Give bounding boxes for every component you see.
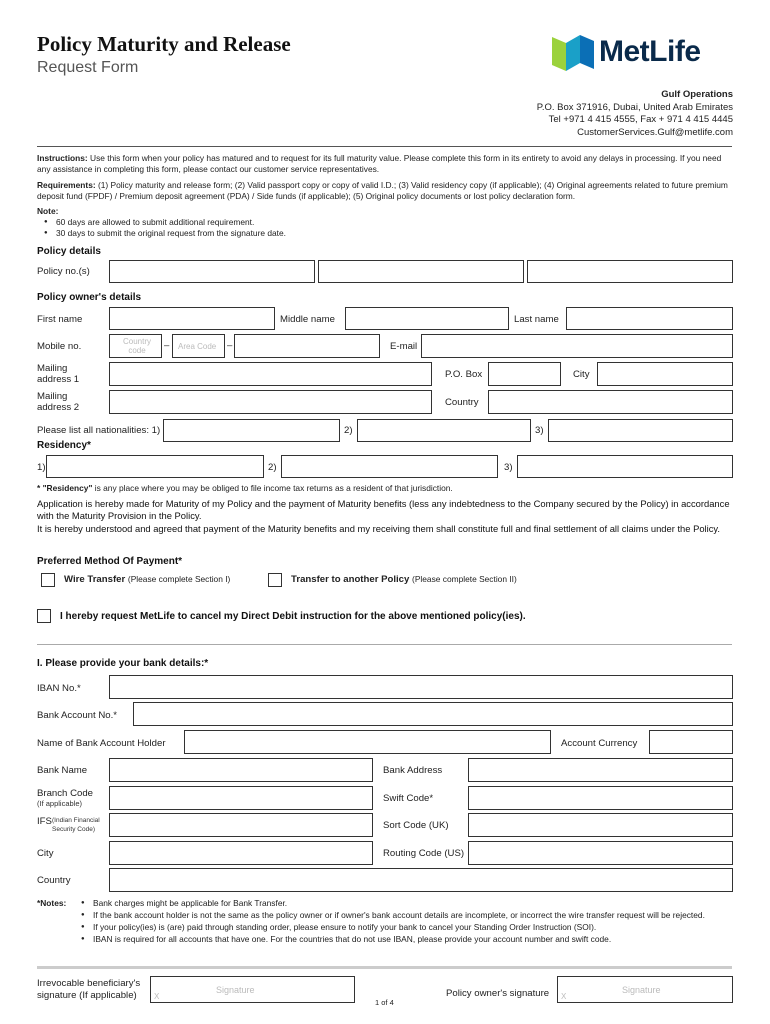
bank-name-label: Bank Name bbox=[37, 765, 88, 776]
residency-definition bbox=[37, 483, 734, 494]
page-subtitle: Request Form bbox=[37, 59, 139, 76]
residency-1-label: 1) bbox=[37, 462, 46, 473]
metlife-logo bbox=[552, 33, 737, 73]
bank-address-label: Bank Address bbox=[383, 765, 443, 776]
page-number: 1 of 4 bbox=[375, 998, 394, 1007]
branch-code-label: Branch Code bbox=[37, 788, 93, 799]
cancel-direct-debit-label: I hereby request MetLife to cancel my Direct Debit instruction for the above mentioned policy(ies). bbox=[60, 611, 526, 622]
contact-block bbox=[537, 89, 733, 139]
swift-code-input[interactable] bbox=[468, 786, 733, 810]
instructions-text: Use this form when your policy has matured and to request for its full maturity value. Please complete this form in its entirety to avoid any delays in processing. If you need any assistance in completing this form, please contact our customer service representatives. bbox=[37, 153, 722, 174]
signature-x-mark: X bbox=[561, 992, 567, 1001]
mailing-address-1-label: Mailing address 1 bbox=[37, 363, 80, 385]
first-name-input[interactable] bbox=[109, 307, 275, 330]
requirements bbox=[37, 180, 734, 201]
account-holder-input[interactable] bbox=[184, 730, 551, 754]
office-name: Gulf Operations bbox=[661, 89, 733, 100]
bank-note-item: ● Bank charges might be applicable for Bank Transfer. bbox=[81, 897, 731, 909]
metlife-logo-icon bbox=[552, 33, 594, 71]
policy-no-label: Policy no.(s) bbox=[37, 266, 90, 277]
policy-details-heading: Policy details bbox=[37, 246, 101, 257]
application-paragraph-2: It is hereby understood and agreed that payment of the Maturity benefits and my receiving them shall constitute full and final settlement of all claims under the Policy. bbox=[37, 523, 721, 534]
bank-note-item: ● If your policy(ies) is (are) paid through standing order, please ensure to notify your bank to cancel your Standing Order Instruction (SOI). bbox=[81, 921, 731, 933]
wire-transfer-note: (Please complete Section I) bbox=[127, 574, 231, 584]
logo-wordmark: MetLife bbox=[599, 35, 701, 68]
note-item: ● 30 days to submit the original request from the signature date. bbox=[44, 228, 724, 239]
swift-code-label: Swift Code* bbox=[383, 793, 434, 804]
nationalities-label: Please list all nationalities: 1) bbox=[37, 425, 161, 436]
sort-code-input[interactable] bbox=[468, 813, 733, 837]
policy-no-input-2[interactable] bbox=[318, 260, 524, 283]
section-divider bbox=[37, 644, 732, 645]
residency-definition-term: * "Residency" bbox=[37, 483, 93, 493]
middle-name-input[interactable] bbox=[345, 307, 509, 330]
residency-2-input[interactable] bbox=[281, 455, 498, 478]
account-no-input[interactable] bbox=[133, 702, 733, 726]
bank-city-input[interactable] bbox=[109, 841, 373, 865]
nationality-3-input[interactable] bbox=[548, 419, 733, 442]
bank-name-input[interactable] bbox=[109, 758, 373, 782]
sort-code-label: Sort Code (UK) bbox=[383, 820, 449, 831]
city-label: City bbox=[573, 369, 590, 380]
transfer-policy-label bbox=[291, 574, 517, 585]
ifs-note: (Indian Financial Security Code) bbox=[52, 817, 100, 833]
residency-3-input[interactable] bbox=[517, 455, 733, 478]
bank-country-input[interactable] bbox=[109, 868, 733, 892]
page-title: Policy Maturity and Release bbox=[37, 32, 291, 56]
note-item: ● 60 days are allowed to submit additional requirement. bbox=[44, 217, 724, 228]
account-currency-label: Account Currency bbox=[561, 738, 638, 749]
email-input[interactable] bbox=[421, 334, 733, 358]
bank-city-label: City bbox=[37, 848, 54, 859]
instructions-label: Instructions: bbox=[37, 153, 88, 163]
ifs-label bbox=[37, 816, 52, 827]
bank-details-heading: I. Please provide your bank details:* bbox=[37, 658, 209, 669]
signature-divider bbox=[37, 966, 732, 969]
account-holder-label: Name of Bank Account Holder bbox=[37, 738, 166, 749]
bank-notes-label: *Notes: bbox=[37, 898, 67, 908]
city-input[interactable] bbox=[597, 362, 733, 386]
office-email[interactable]: CustomerServices.Gulf@metlife.com bbox=[577, 126, 733, 138]
office-phone: Tel +971 4 415 4555, Fax + 971 4 415 4445 bbox=[548, 114, 733, 125]
application-paragraph-1: Application is hereby made for Maturity of my Policy and the payment of Maturity benefits (less any indebtedness to the Company secured by the Policy) in accordance with the Maturity Provision in the Policy. bbox=[37, 498, 730, 521]
residency-3-label: 3) bbox=[504, 462, 513, 473]
header-divider bbox=[37, 146, 732, 147]
bank-notes-list bbox=[81, 897, 731, 945]
last-name-input[interactable] bbox=[566, 307, 733, 330]
routing-code-label: Routing Code (US) bbox=[383, 848, 465, 859]
beneficiary-signature-input[interactable] bbox=[150, 976, 355, 1003]
country-input[interactable] bbox=[488, 390, 733, 414]
dash-separator: – bbox=[164, 340, 170, 351]
country-code-placeholder: Country code bbox=[122, 337, 151, 355]
bank-note-item: ● If the bank account holder is not the same as the policy owner or if owner's bank account details are incomplete, or incorrect the wire transfer request will be rejected. bbox=[81, 909, 731, 921]
transfer-policy-text: Transfer to another Policy bbox=[291, 574, 410, 585]
mobile-label: Mobile no. bbox=[37, 341, 82, 352]
wire-transfer-checkbox[interactable] bbox=[41, 573, 55, 587]
country-label: Country bbox=[445, 397, 479, 408]
residency-1-input[interactable] bbox=[46, 455, 264, 478]
area-code-input[interactable] bbox=[172, 334, 225, 358]
wire-transfer-label bbox=[64, 574, 230, 585]
routing-code-input[interactable] bbox=[468, 841, 733, 865]
requirements-label: Requirements: bbox=[37, 180, 96, 190]
residency-heading: Residency* bbox=[37, 440, 91, 451]
mobile-number-input[interactable] bbox=[234, 334, 380, 358]
bank-country-label: Country bbox=[37, 875, 71, 886]
residency-2-label: 2) bbox=[268, 462, 277, 473]
iban-input[interactable] bbox=[109, 675, 733, 699]
nationality-3-label: 3) bbox=[535, 425, 544, 436]
po-box-label: P.O. Box bbox=[445, 369, 483, 380]
nationality-1-input[interactable] bbox=[163, 419, 340, 442]
residency-definition-text: is any place where you may be obliged to file income tax returns as a resident of that jurisdiction. bbox=[94, 483, 453, 493]
bank-address-input[interactable] bbox=[468, 758, 733, 782]
requirements-text: (1) Policy maturity and release form; (2) Valid passport copy or copy of valid I.D.; (3) Valid residency copy (if applicable); (4) Original agreements related to future premium deposit fund (FPDF) / Premium deposit agreement (PDA) / Side funds (if applicable); (5) Original policy documents or lost policy declaration form. bbox=[37, 180, 728, 201]
iban-label: IBAN No.* bbox=[37, 683, 81, 694]
po-box-input[interactable] bbox=[488, 362, 561, 386]
dash-separator: – bbox=[227, 340, 233, 351]
office-address: P.O. Box 371916, Dubai, United Arab Emirates bbox=[536, 101, 733, 113]
mailing-address-2-input[interactable] bbox=[109, 390, 432, 414]
policy-no-input-3[interactable] bbox=[527, 260, 733, 283]
note-list bbox=[44, 217, 724, 238]
mailing-address-1-input[interactable] bbox=[109, 362, 432, 386]
signature-placeholder: Signature bbox=[622, 985, 661, 995]
signature-x-mark: X bbox=[154, 992, 160, 1001]
country-code-input[interactable] bbox=[109, 334, 162, 358]
owner-signature-label: Policy owner's signature bbox=[446, 988, 550, 999]
instructions bbox=[37, 153, 734, 174]
nationality-2-input[interactable] bbox=[357, 419, 531, 442]
branch-code-note: (If applicable) bbox=[37, 799, 83, 808]
owner-details-heading: Policy owner's details bbox=[37, 292, 142, 303]
wire-transfer-text: Wire Transfer bbox=[64, 574, 126, 585]
middle-name-label: Middle name bbox=[280, 314, 335, 325]
beneficiary-signature-label: Irrevocable beneficiary's signature (If applicable) bbox=[37, 978, 141, 1001]
transfer-policy-checkbox[interactable] bbox=[268, 573, 282, 587]
account-currency-input[interactable] bbox=[649, 730, 733, 754]
last-name-label: Last name bbox=[514, 314, 559, 325]
policy-no-input-1[interactable] bbox=[109, 260, 315, 283]
first-name-label: First name bbox=[37, 314, 83, 325]
note-label: Note: bbox=[37, 206, 59, 216]
mailing-address-2-label: Mailing address 2 bbox=[37, 391, 80, 413]
transfer-policy-note: (Please complete Section II) bbox=[412, 574, 517, 584]
cancel-direct-debit-checkbox[interactable] bbox=[37, 609, 51, 623]
signature-placeholder: Signature bbox=[216, 985, 255, 995]
bank-note-item: ● IBAN is required for all accounts that have one. For the countries that do not use IBAN, please provide your account number and swift code. bbox=[81, 933, 731, 945]
email-label: E-mail bbox=[390, 341, 418, 352]
account-no-label: Bank Account No.* bbox=[37, 710, 117, 721]
nationality-2-label: 2) bbox=[344, 425, 353, 436]
branch-code-input[interactable] bbox=[109, 786, 373, 810]
ifs-text: IFS bbox=[37, 816, 52, 827]
owner-signature-input[interactable] bbox=[557, 976, 733, 1003]
area-code-placeholder: Area Code bbox=[178, 342, 217, 351]
ifs-input[interactable] bbox=[109, 813, 373, 837]
payment-method-heading: Preferred Method Of Payment* bbox=[37, 556, 183, 567]
